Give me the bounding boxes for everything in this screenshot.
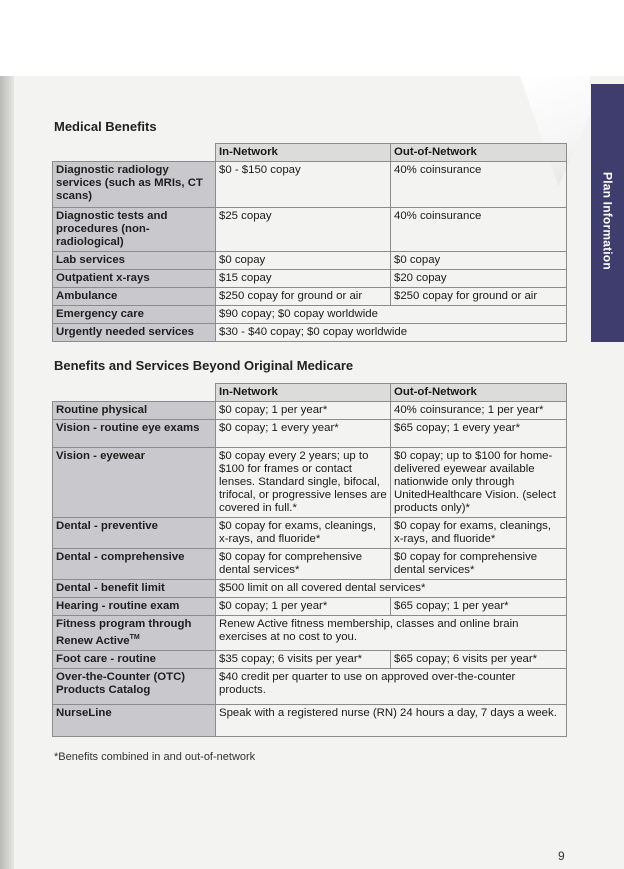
out-of-network-cell: 40% coinsurance	[391, 208, 567, 252]
row-label: Routine physical	[53, 402, 216, 420]
table-row	[53, 704, 567, 736]
row-label: Diagnostic radiology services (such as MRIs, CT scans)	[53, 162, 216, 208]
header-in-network: In-Network	[216, 144, 391, 162]
header-out-of-network: Out-of-Network	[391, 144, 567, 162]
table-row	[53, 668, 567, 704]
out-of-network-cell: $65 copay; 1 every year*	[391, 420, 567, 448]
medical-benefits-table	[52, 143, 567, 342]
table-row	[53, 650, 567, 668]
table-row	[53, 324, 567, 342]
in-network-cell: $0 copay; 1 per year*	[216, 598, 391, 616]
table-row	[53, 162, 567, 208]
in-network-cell: $0 copay	[216, 252, 391, 270]
row-label: Lab services	[53, 252, 216, 270]
in-network-cell: $0 copay; 1 every year*	[216, 420, 391, 448]
row-label: Dental - comprehensive	[53, 549, 216, 580]
table-header-row	[53, 144, 567, 162]
row-label: Vision - eyewear	[53, 448, 216, 518]
trademark-sup: TM	[129, 634, 140, 641]
out-of-network-cell: $0 copay for comprehensive dental services*	[391, 549, 567, 580]
in-network-cell: $0 - $150 copay	[216, 162, 391, 208]
header-blank	[53, 144, 216, 162]
combined-cell: $40 credit per quarter to use on approved over-the-counter products.	[216, 668, 567, 704]
out-of-network-cell: $0 copay for exams, cleanings, x-rays, and fluoride*	[391, 518, 567, 549]
row-label: Foot care - routine	[53, 650, 216, 668]
row-label: Diagnostic tests and procedures (non-radiological)	[53, 208, 216, 252]
in-network-cell: $15 copay	[216, 270, 391, 288]
table-row	[53, 208, 567, 252]
row-label: Outpatient x-rays	[53, 270, 216, 288]
in-network-cell: $35 copay; 6 visits per year*	[216, 650, 391, 668]
in-network-cell: $0 copay; 1 per year*	[216, 402, 391, 420]
out-of-network-cell: 40% coinsurance; 1 per year*	[391, 402, 567, 420]
side-tab-label: Plan Information	[600, 172, 615, 270]
table-row	[53, 252, 567, 270]
combined-cell: $500 limit on all covered dental services*	[216, 580, 567, 598]
row-label: Ambulance	[53, 288, 216, 306]
header-in-network: In-Network	[216, 384, 391, 402]
table-row	[53, 598, 567, 616]
page-binding-shadow	[0, 76, 14, 869]
table-row	[53, 518, 567, 549]
table-row	[53, 306, 567, 324]
out-of-network-cell: $65 copay; 6 visits per year*	[391, 650, 567, 668]
table-row	[53, 420, 567, 448]
out-of-network-cell: $0 copay; up to $100 for home-delivered eyewear available nationwide only through UnitedHealthcare Vision. (select products only)*	[391, 448, 567, 518]
medical-benefits-title: Medical Benefits	[54, 119, 157, 134]
table-header-row	[53, 384, 567, 402]
table-row	[53, 448, 567, 518]
side-tab	[591, 84, 624, 342]
in-network-cell: $25 copay	[216, 208, 391, 252]
in-network-cell: $0 copay for comprehensive dental services*	[216, 549, 391, 580]
row-label-text: Fitness program through Renew Active	[56, 618, 192, 647]
top-margin	[0, 0, 624, 76]
in-network-cell: $0 copay every 2 years; up to $100 for frames or contact lenses. Standard single, bifocal, trifocal, or progressive lenses are covered in full.*	[216, 448, 391, 518]
out-of-network-cell: $65 copay; 1 per year*	[391, 598, 567, 616]
table-row	[53, 270, 567, 288]
in-network-cell: $250 copay for ground or air	[216, 288, 391, 306]
page-number: 9	[558, 849, 565, 863]
combined-cell: Speak with a registered nurse (RN) 24 hours a day, 7 days a week.	[216, 704, 567, 736]
table-row	[53, 288, 567, 306]
beyond-medicare-title: Benefits and Services Beyond Original Medicare	[54, 358, 354, 373]
table-row	[53, 616, 567, 651]
out-of-network-cell: $0 copay	[391, 252, 567, 270]
in-network-cell: $0 copay for exams, cleanings, x-rays, and fluoride*	[216, 518, 391, 549]
footnote: *Benefits combined in and out-of-network	[54, 751, 256, 763]
row-label: Dental - preventive	[53, 518, 216, 549]
header-out-of-network: Out-of-Network	[391, 384, 567, 402]
header-blank	[53, 384, 216, 402]
row-label: Dental - benefit limit	[53, 580, 216, 598]
row-label: NurseLine	[53, 704, 216, 736]
table-row	[53, 580, 567, 598]
row-label: Over-the-Counter (OTC) Products Catalog	[53, 668, 216, 704]
row-label: Hearing - routine exam	[53, 598, 216, 616]
row-label: Vision - routine eye exams	[53, 420, 216, 448]
row-label: Urgently needed services	[53, 324, 216, 342]
combined-cell: Renew Active fitness membership, classes and online brain exercises at no cost to you.	[216, 616, 567, 651]
table-row	[53, 402, 567, 420]
table-row	[53, 549, 567, 580]
row-label	[53, 616, 216, 651]
combined-cell: $30 - $40 copay; $0 copay worldwide	[216, 324, 567, 342]
out-of-network-cell: $20 copay	[391, 270, 567, 288]
out-of-network-cell: 40% coinsurance	[391, 162, 567, 208]
combined-cell: $90 copay; $0 copay worldwide	[216, 306, 567, 324]
beyond-medicare-table	[52, 383, 567, 737]
row-label: Emergency care	[53, 306, 216, 324]
out-of-network-cell: $250 copay for ground or air	[391, 288, 567, 306]
